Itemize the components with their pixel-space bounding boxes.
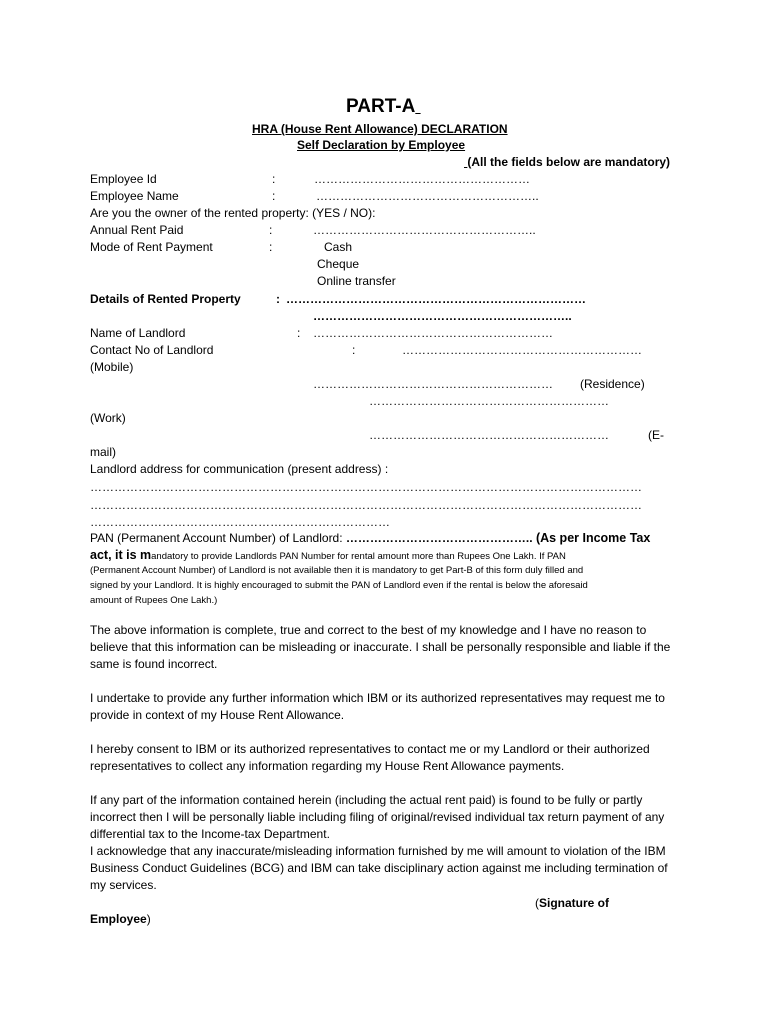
email-label-part1: (E-: [648, 428, 664, 442]
mobile-label: (Mobile): [90, 360, 134, 374]
employee-id-label: Employee Id: [90, 172, 157, 186]
mandatory-note-text: (All the fields below are mandatory): [467, 155, 671, 169]
employee-id-colon: :: [272, 172, 276, 186]
rented-property-field-line1[interactable]: …………………………………………………………………: [286, 292, 586, 306]
signature-label-row1: [535, 895, 609, 912]
employee-name-label: Employee Name: [90, 189, 179, 203]
landlord-address-line2[interactable]: …………………………………………………………………………………………………………………………: [90, 498, 642, 512]
payment-option-online[interactable]: Online transfer: [317, 274, 396, 288]
rented-property-field-line2[interactable]: ………………………………………………………..: [313, 309, 572, 323]
declaration-paragraph-2: I undertake to provide any further information which IBM or its authorized representatives may request me to provide in context of my House Rent Allowance.: [90, 691, 665, 722]
landlord-email-field[interactable]: ……………………………………………………: [369, 428, 609, 442]
signature-open-paren: (: [535, 896, 539, 910]
pan-note-bold-2: act, it is m: [90, 548, 152, 562]
residence-label: (Residence): [580, 377, 645, 391]
landlord-mobile-field[interactable]: ……………………………………………………: [402, 343, 642, 357]
rented-property-colon: :: [276, 292, 280, 306]
employee-name-field[interactable]: ………………………………………………..: [316, 189, 539, 203]
pan-note-small-1: andatory to provide Landlords PAN Number for rental amount more than Rupees One Lakh. If PAN: [151, 551, 566, 562]
landlord-contact-label: Contact No of Landlord: [90, 343, 214, 357]
pan-field[interactable]: ………………………………………..: [345, 531, 533, 545]
landlord-contact-colon: :: [352, 343, 356, 357]
signature-close-paren: ): [146, 912, 151, 926]
landlord-work-field[interactable]: ……………………………………………………: [369, 394, 609, 408]
annual-rent-field[interactable]: ………………………………………………..: [313, 223, 536, 237]
signature-label-row2: [90, 911, 151, 928]
mandatory-note: [464, 154, 670, 171]
landlord-address-line1[interactable]: …………………………………………………………………………………………………………………………: [90, 480, 642, 494]
declaration-paragraph-5: I acknowledge that any inaccurate/misleading information furnished by me will amount to violation of the IBM Business Conduct Guidelines (BCG) and IBM can take disciplinary action against me including termination of my services.: [90, 844, 668, 892]
work-label: (Work): [90, 411, 126, 425]
landlord-name-label: Name of Landlord: [90, 326, 186, 340]
declaration-paragraph-3: I hereby consent to IBM or its authorized representatives to contact me or my Landlord or their authorized representatives to collect any information regarding my House Rent Allowance payments.: [90, 742, 650, 773]
mode-of-payment-label: Mode of Rent Payment: [90, 240, 213, 254]
declaration-paragraph-1: The above information is complete, true and correct to the best of my knowledge and I have no reason to believe that this information can be misleading or inaccurate. I shall be personally responsible and liable if the same is found incorrect.: [90, 623, 671, 671]
title-underline-space: [415, 96, 420, 117]
annual-rent-colon: :: [269, 223, 273, 237]
declaration-heading: HRA (House Rent Allowance) DECLARATION: [252, 122, 508, 136]
employee-name-colon: :: [272, 189, 276, 203]
pan-label: PAN (Permanent Account Number) of Landlord:: [90, 531, 343, 545]
rented-property-label: Details of Rented Property: [90, 292, 241, 306]
landlord-address-label: Landlord address for communication (present address) :: [90, 462, 389, 476]
mode-of-payment-colon: :: [269, 240, 273, 254]
declaration-paragraph-4: If any part of the information contained herein (including the actual rent paid) is found to be fully or partly incorrect then I will be personally liable including filing of original/revised individual tax return payment of any differential tax to the Income-tax Department.: [90, 793, 665, 841]
pan-row: [90, 530, 650, 547]
landlord-residence-field[interactable]: ……………………………………………………: [313, 377, 553, 391]
signature-label-part1: Signature of: [539, 896, 610, 910]
pan-note-line2: (Permanent Account Number) of Landlord is not available then it is mandatory to get Part-B of this form duly filled and: [90, 565, 584, 576]
payment-option-cash[interactable]: Cash: [324, 240, 353, 254]
page-title: [346, 96, 421, 118]
title-text: PART-A: [346, 96, 416, 117]
pan-note-bold-1: (As per Income Tax: [535, 531, 651, 545]
employee-id-field[interactable]: ………………………………………………: [314, 172, 530, 186]
landlord-address-line3[interactable]: …………………………………………………………………: [90, 515, 390, 529]
payment-option-cheque[interactable]: Cheque: [317, 257, 360, 271]
landlord-name-field[interactable]: ……………………………………………………: [313, 326, 553, 340]
pan-note-line4: amount of Rupees One Lakh.): [90, 595, 218, 606]
annual-rent-label: Annual Rent Paid: [90, 223, 184, 237]
signature-label-part2: Employee: [90, 912, 147, 926]
pan-note-line3: signed by your Landlord. It is highly encouraged to submit the PAN of Landlord even if the rental is below the aforesaid: [90, 580, 588, 591]
owner-question[interactable]: Are you the owner of the rented property: (YES / NO):: [90, 206, 376, 220]
landlord-name-colon: :: [297, 326, 301, 340]
self-declaration-heading: Self Declaration by Employee: [297, 138, 466, 152]
email-label-part2: mail): [90, 445, 116, 459]
